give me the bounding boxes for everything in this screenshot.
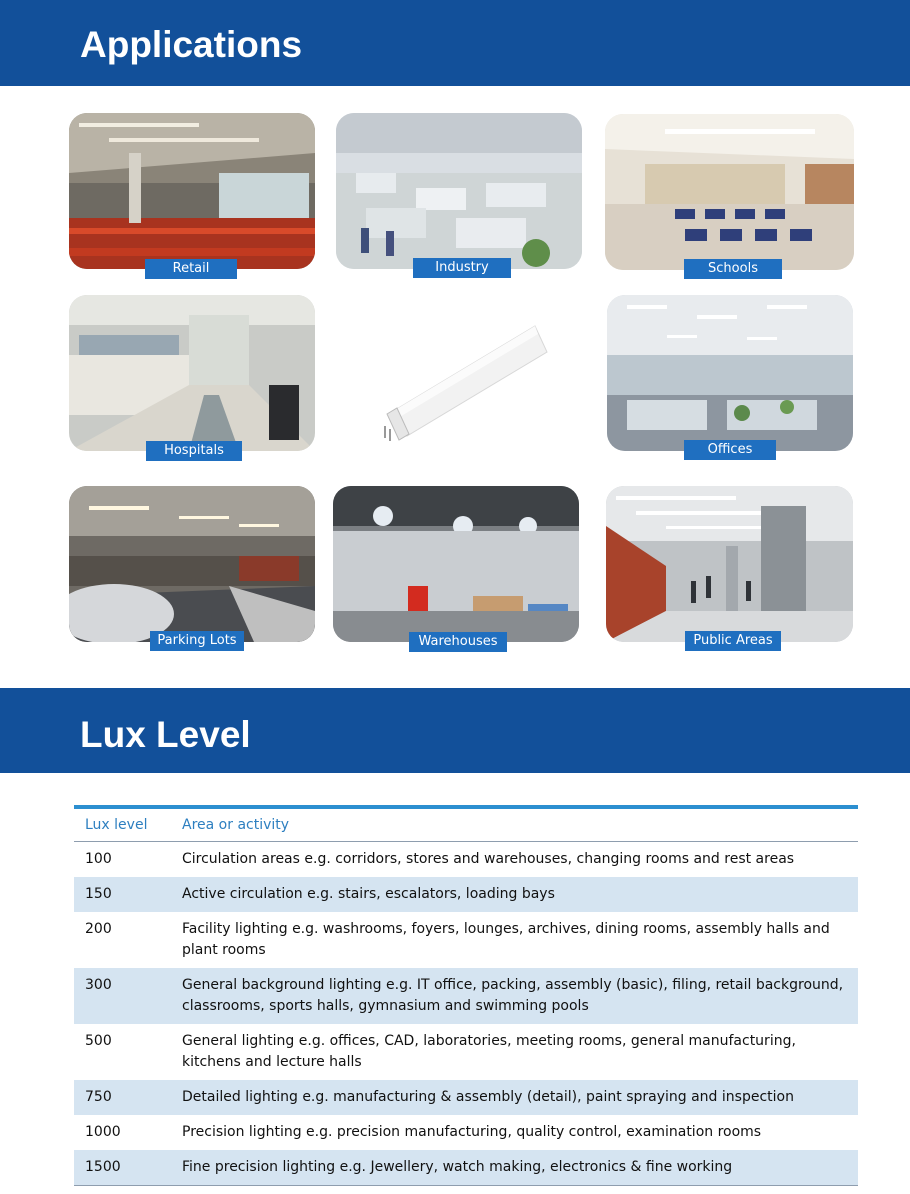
- hospitals-photo: [69, 295, 315, 451]
- table-row: [74, 1080, 858, 1115]
- tile-caption-warehouses: Warehouses: [409, 632, 507, 652]
- activity-text: Detailed lighting e.g. manufacturing & assembly (detail), paint spraying and inspection: [171, 1080, 858, 1115]
- table-row: [74, 877, 858, 912]
- table-row: [74, 968, 858, 1024]
- activity-text: General background lighting e.g. IT office, packing, assembly (basic), filing, retail background, classrooms, sports halls, gymnasium and swimming pools: [171, 968, 858, 1024]
- applications-header: [0, 0, 910, 86]
- column-header-lux-level: Lux level: [74, 807, 171, 842]
- activity-text: Active circulation e.g. stairs, escalators, loading bays: [171, 877, 858, 912]
- table-row: [74, 1150, 858, 1186]
- activity-text: Facility lighting e.g. washrooms, foyers, lounges, archives, dining rooms, assembly halls and plant rooms: [182, 921, 830, 958]
- lux-level-header: [0, 688, 910, 773]
- public-areas-photo: [606, 486, 853, 642]
- tile-caption-public-areas: Public Areas: [685, 631, 781, 651]
- table-header-row: [74, 807, 858, 842]
- lux-value: 500: [85, 1033, 112, 1049]
- tile-caption-schools: Schools: [684, 259, 782, 279]
- tile-caption-retail: Retail: [145, 259, 237, 279]
- offices-photo: [607, 295, 853, 451]
- lux-value: 750: [74, 1080, 171, 1115]
- tile-caption-industry: Industry: [413, 258, 511, 278]
- led-tube-image: [375, 318, 555, 448]
- activity-text: Circulation areas e.g. corridors, stores and warehouses, changing rooms and rest areas: [182, 851, 795, 867]
- lux-value: 200: [85, 921, 112, 937]
- tile-caption-offices: Offices: [684, 440, 776, 460]
- activity-text: Precision lighting e.g. precision manufacturing, quality control, examination rooms: [182, 1124, 762, 1140]
- lux-level-table: [74, 805, 858, 1186]
- activity-text: Fine precision lighting e.g. Jewellery, watch making, electronics & fine working: [171, 1150, 858, 1186]
- column-header-area: Area or activity: [171, 807, 858, 842]
- lux-value: 150: [74, 877, 171, 912]
- table-row: [74, 1115, 858, 1150]
- industry-photo: [336, 113, 582, 269]
- lux-level-title: Lux Level: [80, 714, 251, 755]
- lux-value: 1500: [74, 1150, 171, 1186]
- tile-caption-hospitals: Hospitals: [146, 441, 242, 461]
- lux-value: 300: [74, 968, 171, 1024]
- table-row: [74, 842, 858, 878]
- schools-photo: [605, 114, 854, 270]
- lux-value: 1000: [85, 1124, 121, 1140]
- lux-value: 100: [85, 851, 112, 867]
- activity-text: General lighting e.g. offices, CAD, laboratories, meeting rooms, general manufacturing, kitchens and lecture halls: [182, 1033, 796, 1070]
- tile-caption-parking-lots: Parking Lots: [150, 631, 244, 651]
- applications-title: Applications: [80, 24, 303, 65]
- table-row: [74, 1024, 858, 1080]
- retail-photo: [69, 113, 315, 269]
- parking-lots-photo: [69, 486, 315, 642]
- table-row: [74, 912, 858, 968]
- warehouses-photo: [333, 486, 579, 642]
